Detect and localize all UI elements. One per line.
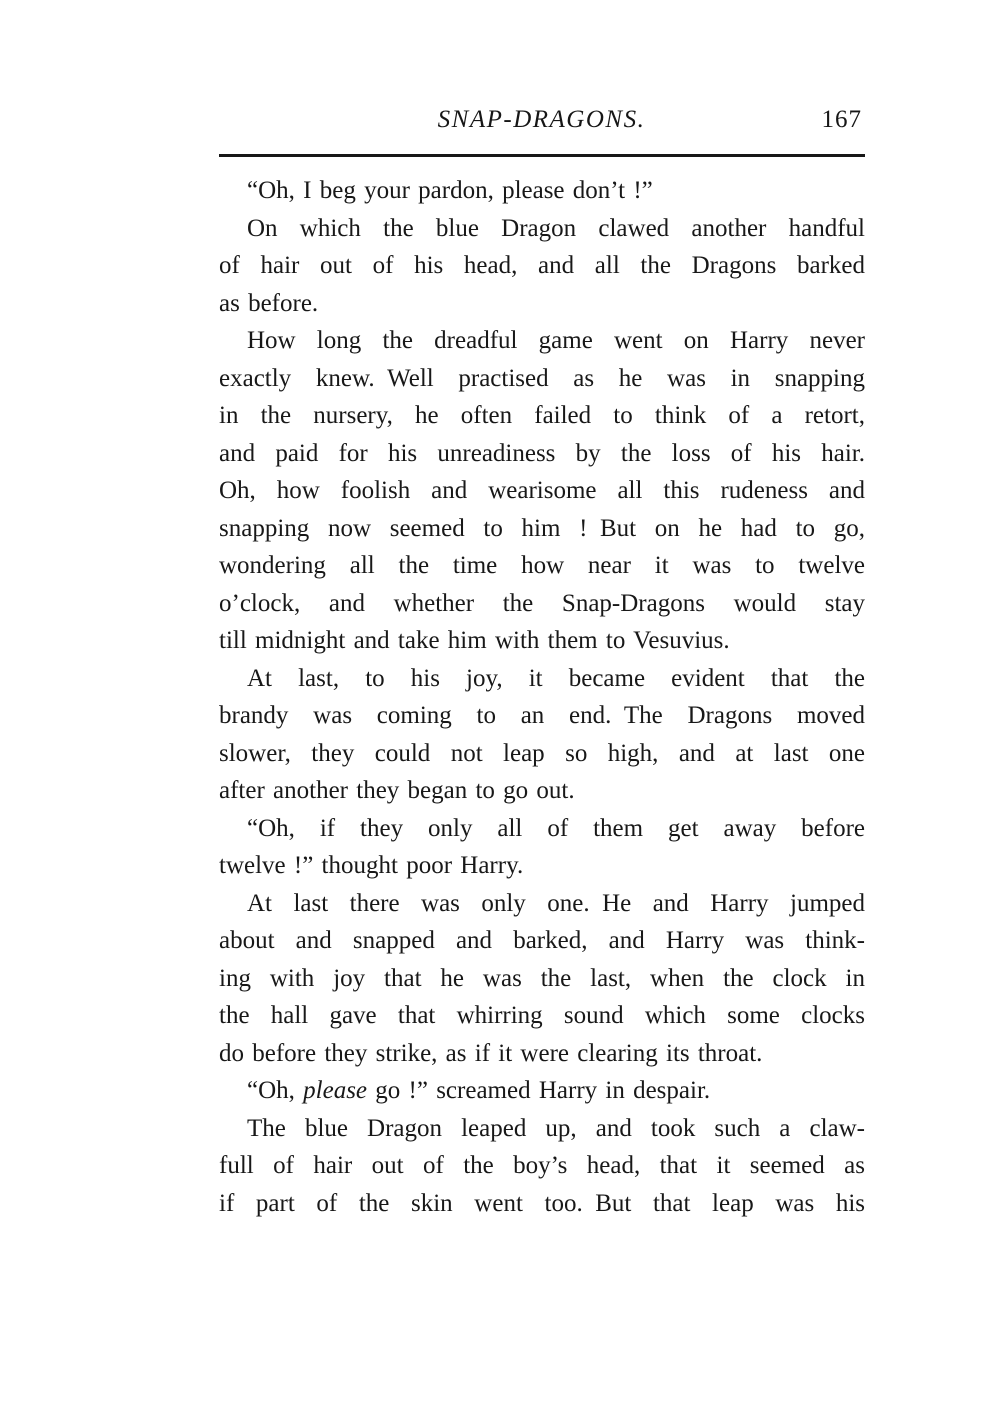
text-line: twelve !” thought poor Harry. (219, 852, 524, 879)
paragraph (219, 210, 865, 323)
text-line: On which the blue Dragon clawed another handful (247, 214, 865, 242)
text-line (219, 1072, 865, 1110)
text-line: At last there was only one. He and Harry jumped (247, 889, 865, 917)
text-line: “Oh, I beg your pardon, please don’t !” (247, 177, 653, 204)
text-line: about and snapped and barked, and Harry was think- (219, 927, 865, 954)
text-line: full of hair out of the boy’s head, that it seemed as (219, 1152, 865, 1179)
text-line: snapping now seemed to him ! But on he had to go, (219, 514, 865, 542)
text-line: after another they began to go out. (219, 777, 575, 804)
text-line: The blue Dragon leaped up, and took such a claw- (247, 1114, 865, 1142)
chapter-title: SNAP-DRAGONS. (437, 106, 646, 133)
text-segment-italic: please (303, 1077, 368, 1104)
paragraph (219, 172, 865, 210)
text-line: wondering all the time how near it was to twelve (219, 552, 865, 579)
paragraph (219, 810, 865, 885)
paragraph (219, 322, 865, 660)
text-line: and paid for his unreadiness by the loss of his hair. (219, 439, 865, 467)
text-line: of hair out of his head, and all the Dragons barked (219, 252, 865, 279)
paragraph (219, 885, 865, 1073)
text-line: ing with joy that he was the last, when the clock in (219, 964, 865, 992)
text-line: the hall gave that whirring sound which some clocks (219, 1002, 865, 1029)
text-segment: go !” screamed Harry in despair. (367, 1077, 711, 1104)
paragraph (219, 660, 865, 810)
running-head (219, 106, 864, 140)
text-segment: “Oh, (247, 1077, 304, 1104)
text-line: o’clock, and whether the Snap-Dragons would stay (219, 589, 865, 617)
page-number: 167 (821, 106, 862, 133)
text-line: At last, to his joy, it became evident that the (247, 664, 865, 692)
text-line: “Oh, if they only all of them get away before (247, 814, 865, 842)
text-line: as before. (219, 289, 319, 317)
text-line: Oh, how foolish and wearisome all this rudeness and (219, 477, 865, 504)
text-line: brandy was coming to an end. The Dragons moved (219, 702, 865, 729)
text-line: exactly knew. Well practised as he was in snapping (219, 364, 865, 392)
text-line: How long the dreadful game went on Harry never (247, 327, 865, 354)
text-line: slower, they could not leap so high, and at last one (219, 739, 865, 767)
text-line: till midnight and take him with them to Vesuvius. (219, 627, 730, 654)
text-line: if part of the skin went too. But that leap was his (219, 1189, 865, 1217)
text-block (219, 172, 865, 1222)
paragraph (219, 1072, 865, 1110)
text-line: in the nursery, he often failed to think of a retort, (219, 402, 865, 429)
paragraph (219, 1110, 865, 1223)
header-rule (219, 154, 865, 157)
text-line: do before they strike, as if it were clearing its throat. (219, 1039, 763, 1067)
